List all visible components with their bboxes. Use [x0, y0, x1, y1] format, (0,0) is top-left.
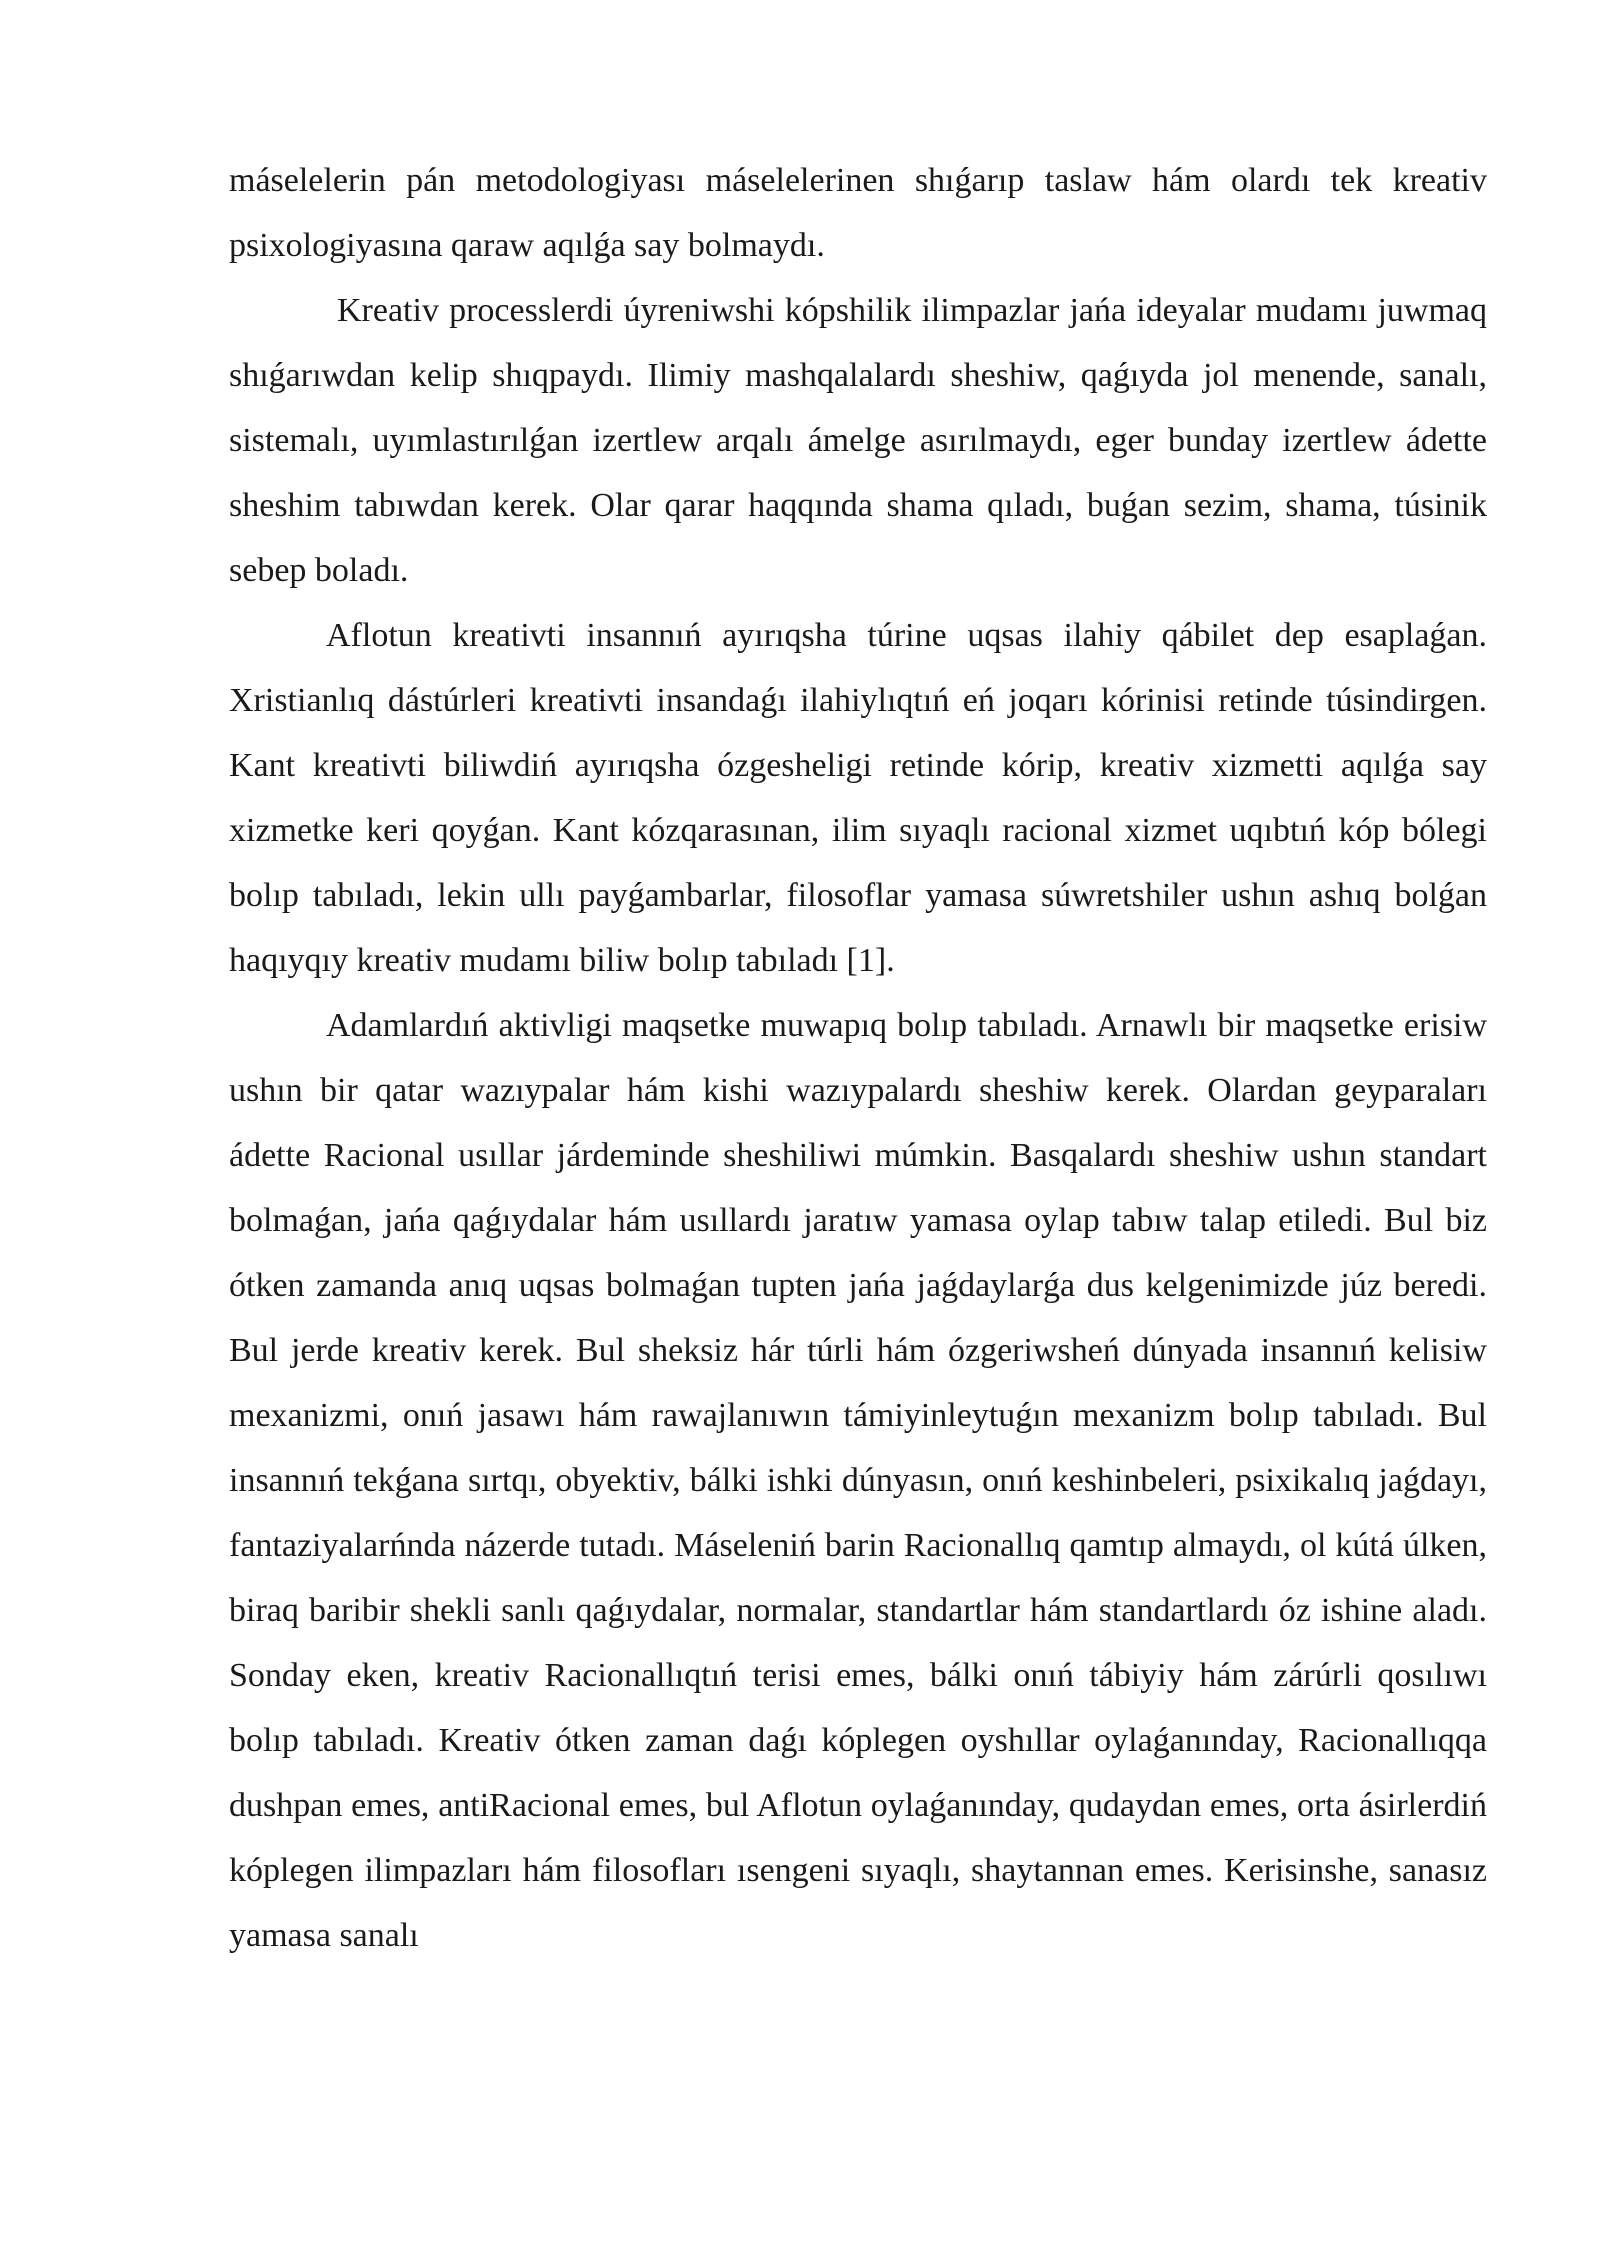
body-text: [229, 148, 1487, 1968]
paragraph-3: Aflotun kreativti insannıń ayırıqsha túrine uqsas ilahiy qábilet dep esaplaǵan. Xristianlıq dástúrleri kreativti insandaǵı ilahiylıqtıń eń joqarı kórinisi retinde túsindirgen. Kant kreativti biliwdiń ayırıqsha ózgesheligi retinde kórip, kreativ xizmetti aqılǵa say xizmetke keri qoyǵan. Kant kózqarasınan, ilim sıyaqlı racional xizmet uqıbtıń kóp bólegi bolıp tabıladı, lekin ullı payǵambarlar, filosoflar yamasa súwretshiler ushın ashıq bolǵan haqıyqıy kreativ mudamı biliw bolıp tabıladı [1].: [229, 617, 1487, 979]
paragraph-4: Adamlardıń aktivligi maqsetke muwapıq bolıp tabıladı. Arnawlı bir maqsetke erisiw ushın bir qatar wazıypalar hám kishi wazıypalardı sheshiw kerek. Olardan geyparaları ádette Racional usıllar járdeminde sheshiliwi múmkin. Basqalardı sheshiw ushın standart bolmaǵan, jańa qaǵıydalar hám usıllardı jaratıw yamasa oylap tabıw talap etiledi. Bul biz ótken zamanda anıq uqsas bolmaǵan tupten jańa jaǵdaylarǵa dus kelgenimizde júz beredi. Bul jerde kreativ kerek. Bul sheksiz hár túrli hám ózgeriwsheń dúnyada insannıń kelisiw mexanizmi, onıń jasawı hám rawajlanıwın támiyinleytuǵın mexanizm bolıp tabıladı. Bul insannıń tekǵana sırtqı, obyektiv, bálki ishki dúnyasın, onıń keshinbeleri, psixikalıq jaǵdayı, fantaziyalarńnda názerde tutadı. Máseleniń barin Racionallıq qamtıp almaydı, ol kútá úlken, biraq baribir shekli sanlı qaǵıydalar, normalar, standartlar hám standartlardı óz ishine aladı. Sonday eken, kreativ Racionallıqtıń terisi emes, bálki onıń tábiyiy hám zárúrli qosılıwı bolıp tabıladı. Kreativ ótken zaman daǵı kóplegen oyshıllar oylaǵanınday, Racionallıqqa dushpan emes, antiRacional emes, bul Aflotun oylaǵanınday, qudaydan emes, orta ásirlerdiń kóplegen ilimpazları hám filosofları ısengeni sıyaqlı, shaytannan emes. Kerisinshe, sanasız yamasa sanalı: [229, 1007, 1487, 1954]
paragraph-2: Kreativ processlerdi úyreniwshi kópshilik ilimpazlar jańa ideyalar mudamı juwmaq shıǵarıwdan kelip shıqpaydı. Ilimiy mashqalalardı sheshiw, qaǵıyda jol menende, sanalı, sistemalı, uyımlastırılǵan izertlew arqalı ámelge asırılmaydı, eger bunday izertlew ádette sheshim tabıwdan kerek. Olar qarar haqqında shama qıladı, buǵan sezim, shama, túsinik sebep boladı.: [229, 292, 1487, 589]
paragraph-1: máselelerin pán metodologiyası máselelerinen shıǵarıp taslaw hám olardı tek kreativ psixologiyasına qaraw aqılǵa say bolmaydı.: [229, 162, 1487, 264]
